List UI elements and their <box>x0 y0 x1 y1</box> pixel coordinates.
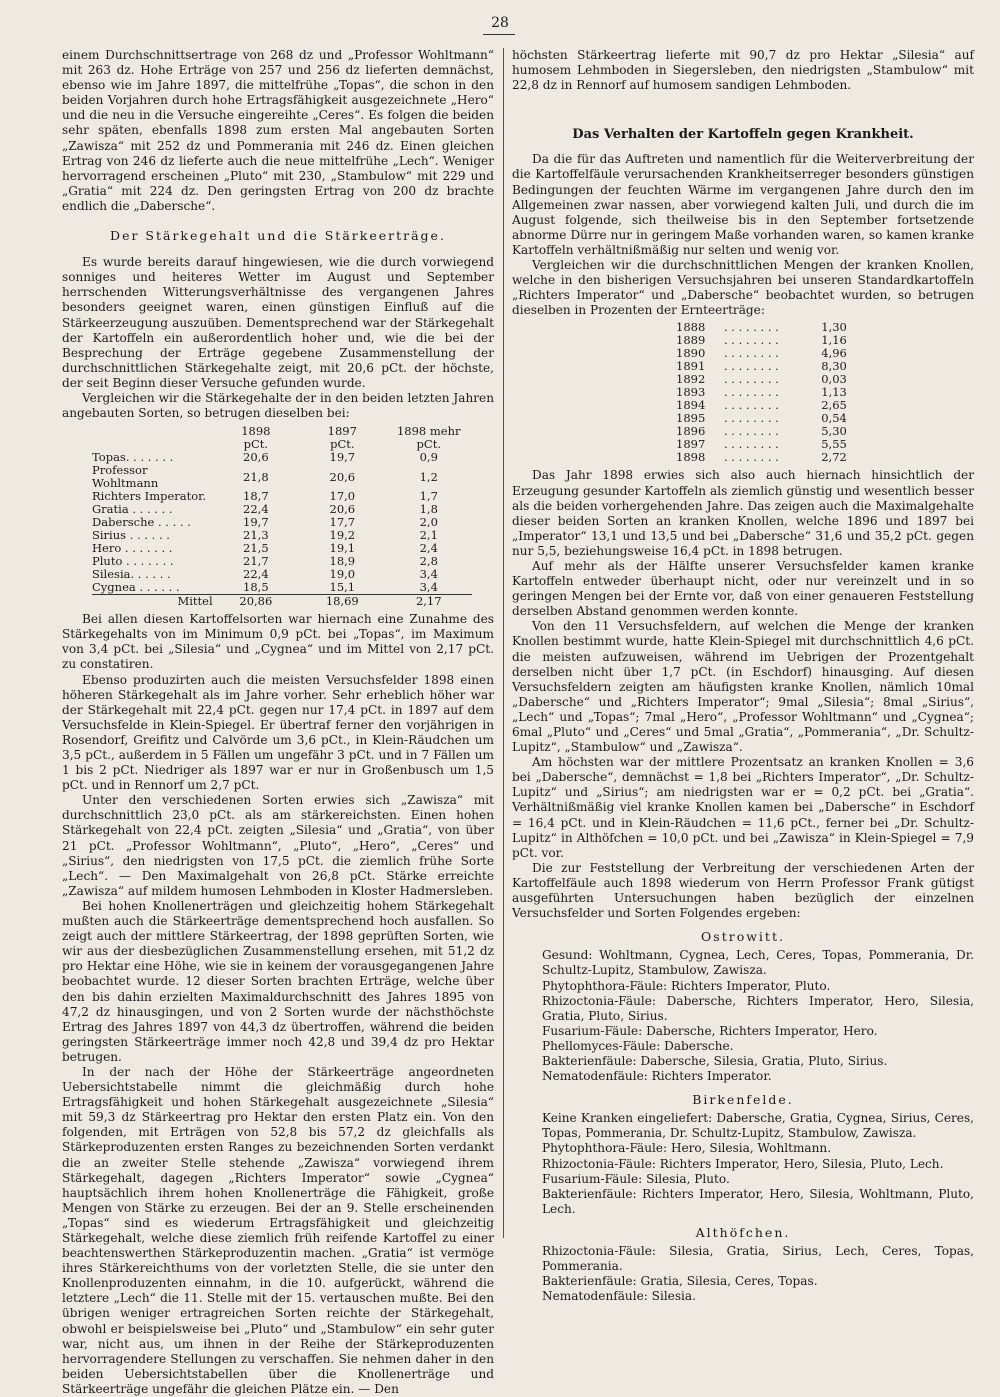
value-diff: 1,7 <box>419 489 438 504</box>
list-item: Keine Kranken eingeliefert: Dabersche, Gratia, Cygnea, Sirius, Ceres, Topas, Pommerania, Dr. Schultz-Lupitz, Stambulow, Zawisza. <box>542 1111 974 1141</box>
percent-value: 5,30 <box>821 424 847 439</box>
list-item: Phytophthora-Fäule: Richters Imperator, Pluto. <box>542 978 831 993</box>
percent-value: 4,96 <box>821 346 847 361</box>
place-heading: Birkenfelde. <box>692 1092 794 1108</box>
value-1897: 17,7 <box>329 515 356 530</box>
list-item: Rhizoctonia-Fäule: Dabersche, Richters Imperator, Hero, Silesia, Gratia, Pluto, Sirius. <box>542 993 974 1023</box>
year: 1892 <box>676 372 706 387</box>
list-item: Fusarium-Fäule: Silesia, Pluto. <box>542 1171 730 1186</box>
value-1898: 21,7 <box>243 554 269 569</box>
page-number: 28 <box>491 15 509 31</box>
value-diff: 1,2 <box>419 469 438 484</box>
year: 1896 <box>676 424 706 439</box>
header-rule <box>483 34 515 35</box>
paragraph: Unter den verschiedenen Sorten erwies sich „Zawisza“ mit durchschnittlich 23,0 pCt. als am stärkereichsten. Einen hohen Stärkegehalt von 22,4 pCt. zeigten „Silesia“ und „Gratia“, von über 21 pCt. „Professor Wohltmann“, „Pluto“, „Hero“, „Ceres“ und „Sirius“, den niedrigsten von 17,5 pCt. die ziemlich frühe Sorte „Lech“. — Den Maximalgehalt von 26,8 pCt. Stärke erreichte „Zawisza“ auf mildem humosen Lehmboden in Kloster Hadmersleben. <box>62 793 494 898</box>
value-diff: 1,8 <box>419 502 438 517</box>
paragraph: Das Jahr 1898 erwies sich also auch hiernach hinsichtlich der Erzeugung gesunder Kartoffeln als ziemlich günstig und wesentlich besser als die beiden vorhergehenden Jahre. Das zeigen auch die Maximalgehalte dieser beiden Sorten an kranken Knollen, welche 1896 und 1897 bei „Imperator“ 13,1 und 13,5 und bei „Dabersche“ 31,6 und 35,2 pCt. gegen nur 5,5, beziehungsweise 16,4 pCt. in 1898 betrugen. <box>512 468 974 558</box>
year: 1888 <box>676 320 706 335</box>
dot-leader: . . . . . . . . <box>724 398 779 413</box>
list-item: Phellomyces-Fäule: Dabersche. <box>542 1038 734 1053</box>
list-item: Nematodenfäule: Silesia. <box>542 1289 696 1304</box>
dot-leader: . . . . . . . . <box>724 346 779 361</box>
value-1898: 22,4 <box>243 567 269 582</box>
variety-name: Topas. . . . . . . <box>92 450 174 465</box>
variety-name: Hero . . . . . . . <box>92 541 173 556</box>
value-1897: 19,2 <box>329 528 356 543</box>
paragraph: Am höchsten war der mittlere Prozentsatz an kranken Knollen = 3,6 bei „Dabersche“, demnächst = 1,8 bei „Richters Imperator“, „Dr. Schultz-Lupitz“ und „Sirius“; am niedrigsten war er = 0,2 pCt. bei „Gratia“. Verhältnißmäßig viel kranke Knollen kamen bei „Dabersche“ in Eschdorf = 16,4 pCt. und in Klein-Räudchen = 11,6 pCt., ferner bei „Dr. Schultz-Lupitz“ in Althöfchen = 10,0 pCt. und bei „Zawisza“ in Klein-Spiegel = 7,9 pCt. vor. <box>512 755 974 860</box>
variety-name: Silesia. . . . . . <box>92 567 171 582</box>
year: 1890 <box>676 346 706 361</box>
value-1897: 20,6 <box>329 502 356 517</box>
list-item: Nematodenfäule: Richters Imperator. <box>542 1069 772 1084</box>
section-heading: Das Verhalten der Kartoffeln gegen Krankheit. <box>572 127 914 143</box>
year: 1897 <box>676 437 706 452</box>
list-item: Bakterienfäule: Richters Imperator, Hero, Silesia, Wohltmann, Pluto, Lech. <box>542 1186 974 1216</box>
table-header: 1898 mehr <box>396 424 461 439</box>
variety-name: Professor Wohltmann <box>92 463 159 491</box>
place-heading: Althöfchen. <box>695 1224 791 1240</box>
value-1898: 19,7 <box>243 515 269 530</box>
dot-leader: . . . . . . . . <box>724 411 779 426</box>
value-1898: 22,4 <box>243 502 269 517</box>
year: 1893 <box>676 385 706 400</box>
table-row <box>672 451 851 464</box>
dot-leader: . . . . . . . . <box>724 359 779 374</box>
percent-value: 5,55 <box>821 437 847 452</box>
percent-value: 1,13 <box>821 385 847 400</box>
percent-value: 8,30 <box>821 359 847 374</box>
mittel-label: Mittel <box>92 595 213 609</box>
paragraph: Von den 11 Versuchsfeldern, auf welchen die Menge der kranken Knollen bestimmt wurde, hatte Klein-Spiegel mit durchschnittlich 4,6 pCt. die meisten aufzuweisen, während im Uebrigen der Prozentgehalt derselben nicht über 1,7 pCt. (in Eschdorf) hinausging. Auf diesen Versuchsfeldern zeigten am häufigsten kranke Knollen, nämlich 10mal „Dabersche“ und „Richters Imperator“; 9mal „Silesia“; 8mal „Sirius“, „Lech“ und „Topas“; 7mal „Hero“, „Professor Wohltmann“ und „Cygnea“; 6mal „Pluto“ und „Ceres“ und 5mal „Gratia“, „Pommerania“, „Dr. Schultz-Lupitz“, „Stambulow“ und „Zawisza“. <box>512 619 974 755</box>
right-column <box>512 48 974 1304</box>
value-diff: 2,8 <box>419 554 438 569</box>
table-header: 1897 <box>327 424 357 439</box>
value-1897: 20,6 <box>329 469 356 484</box>
table-row <box>92 581 472 595</box>
list-item: Bakterienfäule: Gratia, Silesia, Ceres, Topas. <box>542 1274 818 1289</box>
value-diff: 2,1 <box>419 528 438 543</box>
value-diff: 3,4 <box>419 580 438 595</box>
percent-value: 2,65 <box>821 398 847 413</box>
variety-name: Gratia . . . . . . <box>92 502 173 517</box>
paragraph: In der nach der Höhe der Stärkeerträge angeordneten Uebersichtstabelle nimmt die gleichmäßig durch hohe Ertragsfähigkeit und hohen Stärkegehalt ausgezeichnete „Silesia“ mit 59,3 dz Stärkeertrag pro Hektar den ersten Platz ein. Von den folgenden, mit Erträgen von 52,8 bis 57,2 dz gleichfalls als Stärkeproduzenten ersten Ranges zu bezeichnenden Sorten verdankt die an zweiter Stelle stehende „Zawisza“ vorwiegend ihrem Stärkegehalt, dagegen „Richters Imperator“ sowie „Cygnea“ hauptsächlich ihrem hohen Knollenerträge die Fähigkeit, große Mengen von Stärke zu erzeugen. Bei der an 9. Stelle erscheinenden „Topas“ sind es wiederum Ertragsfähigkeit und gleichzeitig Stärkegehalt, welche diese ziemlich früh reifende Kartoffel zu einer beachtenswerthen Stärkeproduzentin machen. „Gratia“ ist vermöge ihres Stärkereichthums von der vorletzten Stelle, die sie unter den Knollenproduzenten einnahm, in die 10. aufgerückt, während die letztere „Lech“ die 11. Stelle mit der 15. vertauschen mußte. Bei den übrigen weniger ertragreichen Sorten reichte der Stärkegehalt, obwohl er beispielsweise bei „Pluto“ und „Stambulow“ ein sehr guter war, nicht aus, um ihnen in der Reihe der Stärkeproduzenten hervorragendere Stellungen zu verschaffen. Sie nehmen daher in den beiden Uebersichtstabellen über die Knollenerträge und Stärkeerträge ungefähr die gleichen Plätze ein. — Den <box>62 1064 494 1396</box>
year: 1895 <box>676 411 706 426</box>
dot-leader: . . . . . . . . <box>724 333 779 348</box>
year: 1891 <box>676 359 706 374</box>
paragraph: Die zur Feststellung der Verbreitung der verschiedenen Arten der Kartoffelfäule auch 1898 wiederum von Herrn Professor Frank gütigst ausgeführten Untersuchungen haben bezüglich der einzelnen Versuchsfelder und Sorten Folgendes ergeben: <box>512 860 974 921</box>
paragraph: Bei allen diesen Kartoffelsorten war hiernach eine Zunahme des Stärkegehalts von im Minimum 0,9 pCt. bei „Topas“, im Maximum von 3,4 pCt. bei „Silesia“ und „Cygnea“ und im Mittel von 2,17 pCt. zu constatiren. <box>62 612 494 672</box>
table-row-mittel <box>92 595 472 609</box>
variety-name: Sirius . . . . . . <box>92 528 170 543</box>
list-item: Rhizoctonia-Fäule: Silesia, Gratia, Sirius, Lech, Ceres, Topas, Pommerania. <box>542 1244 974 1274</box>
dot-leader: . . . . . . . . <box>724 450 779 465</box>
percent-value: 0,54 <box>821 411 847 426</box>
table-row <box>92 451 472 464</box>
list-item: Fusarium-Fäule: Dabersche, Richters Imperator, Hero. <box>542 1023 878 1038</box>
year: 1898 <box>676 450 706 465</box>
value-1898: 20,6 <box>243 450 269 465</box>
paragraph: einem Durchschnittsertrage von 268 dz und „Professor Wohltmann“ mit 263 dz. Hohe Erträge von 257 und 256 dz lieferten demnächst, ebenso wie im Jahre 1897, die mittelfrühe „Topas“, die schon in den beiden Vorjahren durch hohe Ertragsfähigkeit ausgezeichnete „Hero“ und die neu in die Versuche eingereihte „Ceres“. Es folgen die beiden sehr späten, ebenfalls 1898 zum ersten Mal angebauten Sorten „Zawisza“ mit 252 dz und Pommerania mit 246 dz. Einen gleichen Ertrag von 246 dz lieferte auch die neue mittelfrühe „Lech“. Weniger hervorragend erscheinen „Pluto“ mit 230, „Stambulow“ mit 229 und „Gratia“ mit 224 dz. Den geringsten Ertrag von 200 dz brachte endlich die „Dabersche“. <box>62 48 494 213</box>
dot-leader: . . . . . . . . <box>724 372 779 387</box>
paragraph: Ebenso produzirten auch die meisten Versuchsfelder 1898 einen höheren Stärkegehalt als im Jahre vorher. Sehr erheblich höher war der Stärkegehalt mit 22,4 pCt. gegen nur 17,4 pCt. in 1897 auf dem Versuchsfelde in Klein-Spiegel. Er übertraf ferner den vorjährigen in Rosendorf, Greifitz und Calvörde um 3,6 pCt., in Klein-Räudchen um 3,5 pCt., außerdem in 5 Fällen um ungefähr 3 pCt. und in 7 Fällen um 1 bis 2 pCt. Niedriger als 1897 war er nur in Großenbusch um 1,5 pCt. und in Rennorf um 2,7 pCt. <box>62 672 494 793</box>
value-1898: 21,8 <box>243 469 269 484</box>
value-1897: 18,9 <box>329 554 356 569</box>
value-1898: 21,5 <box>243 541 269 556</box>
value-1897: 19,1 <box>329 541 356 556</box>
value-diff: 2,4 <box>419 541 438 556</box>
value-1898: 21,3 <box>243 528 269 543</box>
paragraph: Bei hohen Knollenerträgen und gleichzeitig hohem Stärkegehalt mußten auch die Stärkeerträge dementsprechend hoch ausfallen. So zeigt auch der mittlere Stärkeertrag, der 1898 geprüften Sorten, wie wir aus der diesbezüglichen Zusammenstellung ersehen, mit 51,2 dz pro Hektar eine Höhe, wie sie in keinem der vorausgegangenen Jahre beobachtet wurde. 12 dieser Sorten brachten Erträge, welche über den bis dahin erzielten Maximaldurchschnitt des Jahres 1895 von 47,2 dz hinausgingen, und von 2 Sorten wurde der nächsthöchste Ertrag des Jahres 1897 von 44,3 dz übertroffen, während die beiden geringsten Stärkeerträge immer noch 42,8 und 39,4 dz pro Hektar betrugen. <box>62 898 494 1064</box>
percent-value: 1,30 <box>821 320 847 335</box>
value-diff: 0,9 <box>419 450 438 465</box>
list-item: Gesund: Wohltmann, Cygnea, Lech, Ceres, Topas, Pommerania, Dr. Schultz-Lupitz, Stambulow, Zawisza. <box>542 948 974 978</box>
value-1898: 20,86 <box>213 595 299 609</box>
percent-value: 1,16 <box>821 333 847 348</box>
left-column <box>62 48 494 1397</box>
paragraph: Es wurde bereits darauf hingewiesen, wie die durch vorwiegend sonniges und heiteres Wetter im August und September herrschenden Witterungsverhältnisse des vergangenen Jahres besonders geeignet waren, einen günstigen Einfluß auf die Stärkeerzeugung auszuüben. Dementsprechend war der Stärkegehalt der Kartoffeln ein außerordentlich hoher und, wie die bei der Besprechung der Erträge gegebene Zusammenstellung der durchschnittlichen Stärkegehalte zeigt, mit 20,6 pCt. der höchste, der seit Beginn dieser Versuche gefunden wurde. <box>62 255 494 390</box>
paragraph: höchsten Stärkeertrag lieferte mit 90,7 dz pro Hektar „Silesia“ auf humosem Lehmboden in Siegersleben, den niedrigsten „Stambulow“ mit 22,8 dz in Rennorf auf humosem sandigen Lehmboden. <box>512 48 974 93</box>
variety-name: Richters Imperator. <box>92 489 207 504</box>
table-header: pCt. <box>243 437 269 452</box>
year: 1889 <box>676 333 706 348</box>
value-diff: 2,0 <box>419 515 438 530</box>
year: 1894 <box>676 398 706 413</box>
section-heading: Der Stärkegehalt und die Stärkeerträge. <box>110 228 446 244</box>
value-1898: 18,5 <box>243 580 269 595</box>
value-1898: 18,7 <box>243 489 269 504</box>
percent-value: 0,03 <box>821 372 847 387</box>
table-row <box>92 464 472 490</box>
value-1897: 18,69 <box>299 595 385 609</box>
paragraph: Auf mehr als der Hälfte unserer Versuchsfelder kamen kranke Kartoffeln entweder überhaupt nicht, oder nur vereinzelt und in so geringen Mengen bei der Ernte vor, daß von einer genaueren Feststellung derselben Abstand genommen werden konnte. <box>512 558 974 619</box>
table-header: pCt. <box>416 437 441 452</box>
list-item: Phytophthora-Fäule: Hero, Silesia, Wohltmann. <box>542 1141 832 1156</box>
dot-leader: . . . . . . . . <box>724 424 779 439</box>
value-diff: 3,4 <box>419 567 438 582</box>
dot-leader: . . . . . . . . <box>724 320 779 335</box>
paragraph: Vergleichen wir die Stärkegehalte der in den beiden letzten Jahren angebauten Sorten, so betrugen dieselben bei: <box>62 390 494 421</box>
table-header <box>92 425 213 438</box>
variety-name: Pluto . . . . . . . <box>92 554 174 569</box>
variety-name: Cygnea . . . . . . <box>92 580 180 595</box>
starch-table <box>92 425 472 608</box>
value-1897: 19,7 <box>329 450 356 465</box>
value-diff: 2,17 <box>386 595 472 609</box>
place-heading: Ostrowitt. <box>701 929 785 945</box>
sick-tubers-table <box>672 321 851 464</box>
value-1897: 19,0 <box>329 567 356 582</box>
table-header: pCt. <box>330 437 355 452</box>
variety-name: Dabersche . . . . . <box>92 515 191 530</box>
table-header: 1898 <box>241 424 271 439</box>
dot-leader: . . . . . . . . <box>724 385 779 400</box>
dot-leader: . . . . . . . . <box>724 437 779 452</box>
column-divider <box>503 48 504 1238</box>
list-item: Rhizoctonia-Fäule: Richters Imperator, Hero, Silesia, Pluto, Lech. <box>542 1156 944 1171</box>
value-1897: 17,0 <box>329 489 356 504</box>
paragraph: Vergleichen wir die durchschnittlichen Mengen der kranken Knollen, welche in den bisherigen Versuchsjahren bei unseren Standardkartoffeln „Richters Imperator“ und „Dabersche“ beobachtet wurden, so betrugen dieselben in Prozenten der Ernteerträge: <box>512 258 974 318</box>
table-header-row <box>92 425 472 438</box>
value-1897: 15,1 <box>329 580 356 595</box>
percent-value: 2,72 <box>821 450 847 465</box>
paragraph: Da die für das Auftreten und namentlich für die Weiterverbreitung der die Kartoffelfäule verursachenden Krankheitserreger besonders günstigen Bedingungen der feuchten Wärme im vergangenen Jahre durch den im Allgemeinen zwar nassen, aber vorwiegend kalten Juli, und durch die im August folgende, sich theilweise bis in den September fortsetzende abnorme Dürre nur in geringem Maße vorhanden waren, so kamen kranke Kartoffeln verhältnißmäßig nur selten und wenig vor. <box>512 152 974 257</box>
list-item: Bakterienfäule: Dabersche, Silesia, Gratia, Pluto, Sirius. <box>542 1053 888 1068</box>
